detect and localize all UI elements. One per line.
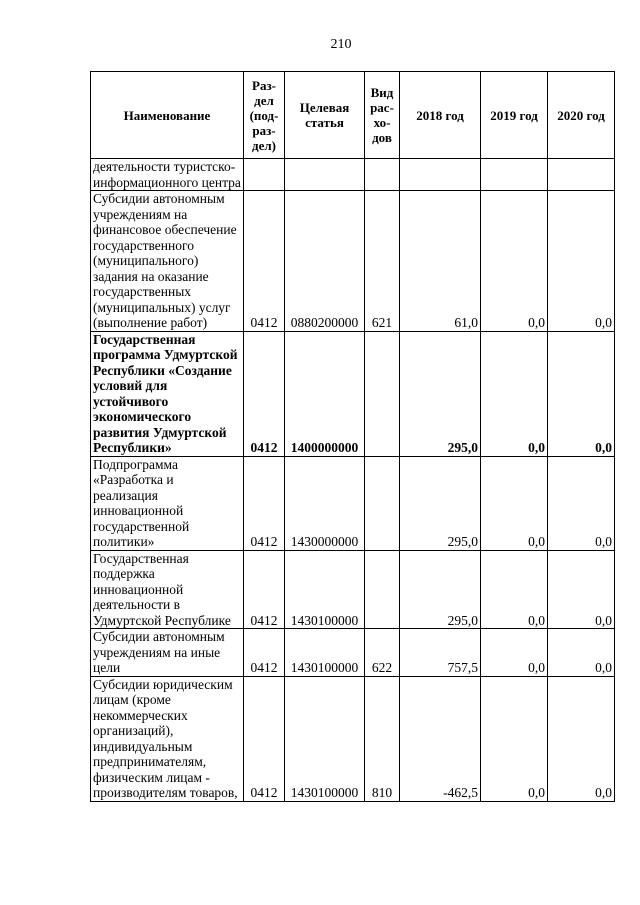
- row-section: 0412: [244, 676, 285, 801]
- header-name: Наименование: [91, 72, 244, 159]
- row-2020: [548, 159, 615, 191]
- row-target: 0880200000: [285, 191, 365, 332]
- row-target: [285, 159, 365, 191]
- row-2020: 0,0: [548, 550, 615, 629]
- header-2020: 2020 год: [548, 72, 615, 159]
- row-section: 0412: [244, 191, 285, 332]
- row-type: [365, 159, 400, 191]
- row-target: 1430100000: [285, 629, 365, 677]
- table-row: [91, 331, 615, 456]
- row-2020: 0,0: [548, 676, 615, 801]
- row-2019: 0,0: [481, 331, 548, 456]
- row-name: Субсидии юридическим лицам (кроме некоммерческих организаций), индивидуальным предпринимателям, физическим лицам - производителям товаров,: [91, 676, 244, 801]
- row-2019: 0,0: [481, 550, 548, 629]
- row-2020: 0,0: [548, 456, 615, 550]
- header-row: [91, 72, 615, 159]
- row-target: 1400000000: [285, 331, 365, 456]
- row-target: 1430000000: [285, 456, 365, 550]
- row-section: 0412: [244, 456, 285, 550]
- row-type: [365, 550, 400, 629]
- row-2018: [400, 159, 481, 191]
- row-2020: 0,0: [548, 331, 615, 456]
- table-row: [91, 456, 615, 550]
- table-row: [91, 550, 615, 629]
- table-row: [91, 676, 615, 801]
- budget-table: [90, 71, 615, 802]
- row-type: 810: [365, 676, 400, 801]
- header-2019: 2019 год: [481, 72, 548, 159]
- row-2018: -462,5: [400, 676, 481, 801]
- row-section: 0412: [244, 331, 285, 456]
- header-section: Раз- дел (под- раз- дел): [244, 72, 285, 159]
- row-2019: [481, 159, 548, 191]
- table-row: [91, 629, 615, 677]
- row-2019: 0,0: [481, 456, 548, 550]
- row-2018: 295,0: [400, 456, 481, 550]
- row-type: 621: [365, 191, 400, 332]
- row-2018: 61,0: [400, 191, 481, 332]
- row-2019: 0,0: [481, 191, 548, 332]
- row-target: 1430100000: [285, 676, 365, 801]
- row-type: 622: [365, 629, 400, 677]
- row-2020: 0,0: [548, 191, 615, 332]
- header-target: Целевая статья: [285, 72, 365, 159]
- header-2018: 2018 год: [400, 72, 481, 159]
- row-section: [244, 159, 285, 191]
- row-name: Субсидии автономным учреждениям на финансовое обеспечение государственного (муниципального) задания на оказание государственных (муниципальных) услуг (выполнение работ): [91, 191, 244, 332]
- row-section: 0412: [244, 629, 285, 677]
- row-target: 1430100000: [285, 550, 365, 629]
- row-2018: 757,5: [400, 629, 481, 677]
- row-section: 0412: [244, 550, 285, 629]
- row-2018: 295,0: [400, 331, 481, 456]
- row-2018: 295,0: [400, 550, 481, 629]
- table-row: [91, 191, 615, 332]
- row-2019: 0,0: [481, 629, 548, 677]
- row-name: Государственная программа Удмуртской Республики «Создание условий для устойчивого экономического развития Удмуртской Республики»: [91, 331, 244, 456]
- page-number: 210: [330, 37, 352, 52]
- row-2020: 0,0: [548, 629, 615, 677]
- header-type: Вид рас- хо- дов: [365, 72, 400, 159]
- row-2019: 0,0: [481, 676, 548, 801]
- row-name: деятельности туристско-информационного центра: [91, 159, 244, 191]
- row-type: [365, 456, 400, 550]
- table-row: [91, 159, 615, 191]
- row-name: Субсидии автономным учреждениям на иные цели: [91, 629, 244, 677]
- row-type: [365, 331, 400, 456]
- row-name: Подпрограмма «Разработка и реализация инновационной государственной политики»: [91, 456, 244, 550]
- row-name: Государственная поддержка инновационной деятельности в Удмуртской Республике: [91, 550, 244, 629]
